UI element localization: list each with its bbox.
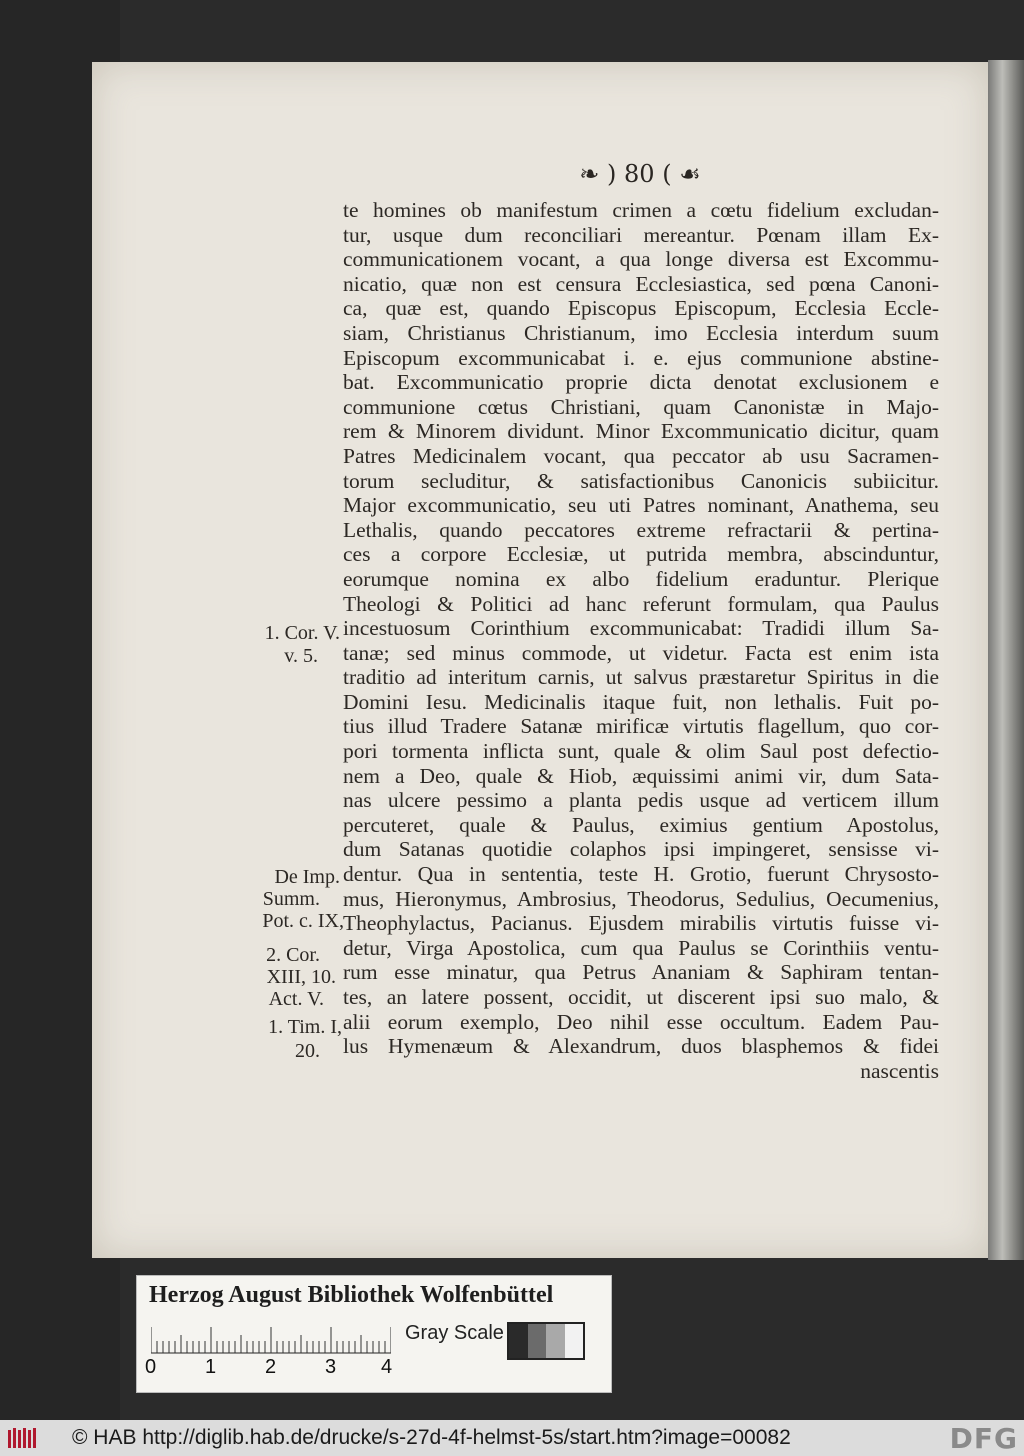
scale-ruler — [151, 1326, 391, 1354]
ruler-number: 3 — [325, 1356, 337, 1378]
text-line: dum Satanas quotidie colaphos ipsi impingeret, sensisse vi- — [343, 837, 939, 862]
text-line: nem a Deo, quale & Hiob, æquissimi animi vir, dum Sata- — [343, 763, 939, 788]
text-line: mus, Hieronymus, Ambrosius, Theodorus, Sedulius, Oecumenius, — [343, 886, 939, 911]
text-line: Domini Iesu. Medicinalis itaque fuit, non lethalis. Fuit po- — [343, 689, 939, 714]
text-line: eorumque nomina ex albo fidelium eraduntur. Plerique — [343, 566, 939, 591]
text-line: bat. Excommunicatio proprie dicta denotat exclusionem e — [343, 370, 939, 395]
ruler-number: 4 — [381, 1356, 393, 1378]
text-line: alii eorum exemplo, Deo nihil esse occultum. Eadem Pau- — [343, 1009, 939, 1034]
page-header: ❧ ) 80 ( ☙ — [579, 160, 701, 188]
library-label — [136, 1275, 612, 1393]
margin-note: 1. Cor. V. — [264, 622, 340, 644]
margin-note: 1. Tim. I, — [268, 1016, 342, 1038]
margin-note: v. 5. — [284, 645, 318, 667]
text-line: tius illud Tradere Satanæ mirificæ virtutis flagellum, quo cor- — [343, 714, 939, 739]
margin-note: Act. V. — [268, 988, 324, 1010]
text-line: traditio ad interitum carnis, ut salvus præstaretur Spiritus in die — [343, 665, 939, 690]
text-line: communicationem vocant, a qua longe diversa est Excommu- — [343, 247, 939, 272]
gray-scale-label: Gray Scale — [405, 1322, 504, 1344]
gray-scale-swatches — [507, 1322, 585, 1360]
text-line: rem & Minorem dividunt. Minor Excommunicatio dicitur, quam — [343, 419, 939, 444]
text-line: te homines ob manifestum crimen a cœtu fidelium excludan- — [343, 198, 939, 222]
text-line: incestuosum Corinthium excommunicabat: Tradidi illum Sa- — [343, 616, 939, 641]
margin-note: De Imp. — [274, 866, 340, 888]
text-line: Episcopum excommunicabat i. e. ejus communione abstine- — [343, 345, 939, 370]
swatch — [528, 1324, 547, 1358]
text-line: Theologi & Politici ad hanc referunt formulam, qua Paulus — [343, 591, 939, 616]
text-line: lus Hymenæum & Alexandrum, duos blasphemos & fidei — [343, 1034, 939, 1059]
text-line: Theophylactus, Pacianus. Ejusdem mirabilis virtutis fuisse vi- — [343, 911, 939, 936]
text-line: pori tormenta inflicta sunt, quale & olim Saul post defectio- — [343, 739, 939, 764]
text-line: detur, Virga Apostolica, cum qua Paulus se Corinthiis ventu- — [343, 935, 939, 960]
text-line: nas ulcere pessimo a planta pedis usque ad verticem illum — [343, 788, 939, 813]
hab-logo-icon — [6, 1426, 42, 1450]
text-line: ces a corpore Ecclesiæ, ut putrida membra, abscinduntur, — [343, 542, 939, 567]
text-line: torum secluditur, & satisfactionibus Canonicis subiicitur. — [343, 468, 939, 493]
margin-note: 2. Cor. — [266, 944, 320, 966]
text-line: nicatio, quæ non est censura Ecclesiastica, sed pœna Canoni- — [343, 271, 939, 296]
ruler-number: 0 — [145, 1356, 157, 1378]
body-text — [343, 198, 939, 1083]
text-line: tanæ; sed minus commode, ut videtur. Facta est enim ista — [343, 640, 939, 665]
text-line: tur, usque dum reconciliari mereantur. Pœnam illam Ex- — [343, 222, 939, 247]
text-line: tes, an latere possent, occidit, ut discerent ipsi suo malo, & — [343, 985, 939, 1009]
catchword: nascentis — [860, 1058, 939, 1083]
text-line: Patres Medicinalem vocant, qua peccator ab usu Sacramen- — [343, 443, 939, 468]
swatch — [546, 1324, 565, 1358]
text-line: dentur. Qua in sententia, teste H. Grotio, fuerunt Chrysosto- — [343, 862, 939, 887]
text-line: rum esse minatur, qua Petrus Ananiam & Saphiram tentan- — [343, 960, 939, 985]
text-line: Major excommunicatio, seu uti Patres nominant, Anathema, seu — [343, 493, 939, 518]
ruler-number: 2 — [265, 1356, 277, 1378]
margin-note: 20. — [295, 1040, 320, 1062]
margin-note: Pot. c. IX, — [262, 910, 344, 932]
swatch — [565, 1324, 584, 1358]
footer-bar — [0, 1420, 1024, 1456]
margin-note: Summ. — [262, 888, 320, 910]
text-line: siam, Christianus Christianum, imo Ecclesia interdum suum — [343, 320, 939, 345]
margin-note: XIII, 10. — [266, 966, 336, 988]
dfg-logo: DFG — [949, 1422, 1018, 1455]
page-edge — [988, 60, 1024, 1260]
library-name: Herzog August Bibliothek Wolfenbüttel — [149, 1282, 554, 1308]
text-line: ca, quæ est, quando Episcopus Episcopum, Ecclesia Eccle- — [343, 296, 939, 321]
ruler-number: 1 — [205, 1356, 217, 1378]
text-line: percuteret, quale & Paulus, eximius gentium Apostolus, — [343, 812, 939, 837]
footer-url[interactable]: © HAB http://diglib.hab.de/drucke/s-27d-4f-helmst-5s/start.htm?image=00082 — [72, 1426, 791, 1449]
text-line: communione cœtus Christiani, quam Canonistæ in Majo- — [343, 394, 939, 419]
swatch — [509, 1324, 528, 1358]
text-line: Lethalis, quando peccatores extreme refractarii & pertina- — [343, 517, 939, 542]
